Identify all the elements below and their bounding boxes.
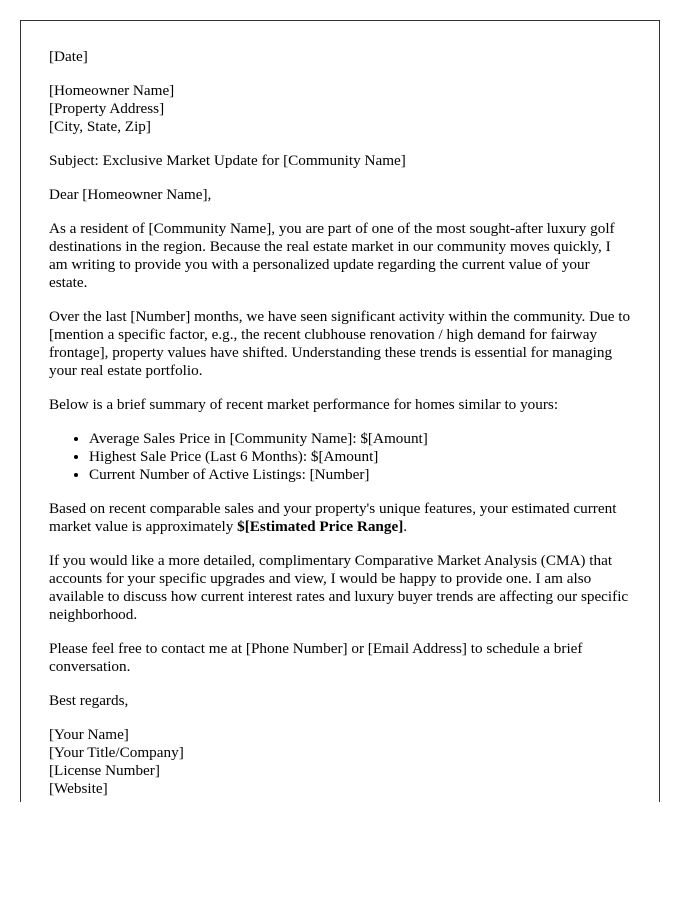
signature-name: [Your Name] [49,726,129,743]
cma-paragraph: If you would like a more detailed, complimentary Comparative Market Analysis (CMA) that accounts for your specific upgrades and view, I would be happy to provide one. I am also available to discuss how current interest rates and luxury buyer trends are affecting our specific neighborhood. [49,552,629,623]
contact-paragraph: Please feel free to contact me at [Phone Number] or [Email Address] to schedule a brief conversation. [49,640,583,675]
activity-paragraph: Over the last [Number] months, we have seen significant activity within the community. Due to [mention a specific factor, e.g., the recent clubhouse renovation / high demand for fairway frontage], property values have shifted. Understanding these trends is essential for managing your real estate portfolio. [49,308,631,379]
signature-block [49,726,631,798]
signature-website: [Website] [49,780,108,797]
subject-line: Subject: Exclusive Market Update for [Community Name] [49,152,406,169]
recipient-name: [Homeowner Name] [49,82,175,99]
greeting: Dear [Homeowner Name], [49,186,212,203]
list-item: • Current Number of Active Listings: [Number] [89,466,631,484]
valuation-paragraph [49,500,631,536]
valuation-prefix: Based on recent comparable sales and your property's unique features, your estimated current market value is approximately [49,500,617,535]
market-summary-list [49,430,631,484]
letter-date [49,48,631,66]
date-text: [Date] [49,48,88,65]
summary-intro-paragraph: Below is a brief summary of recent market performance for homes similar to yours: [49,396,559,413]
recipient-city-state-zip: [City, State, Zip] [49,118,151,135]
recipient-address: [Property Address] [49,100,165,117]
closing-line: Best regards, [49,692,129,709]
list-item: • Highest Sale Price (Last 6 Months): $[Amount] [89,448,631,466]
signature-title-company: [Your Title/Company] [49,744,184,761]
estimated-price-range: $[Estimated Price Range] [237,518,404,535]
list-item: • Average Sales Price in [Community Name]: $[Amount] [89,430,631,448]
intro-paragraph: As a resident of [Community Name], you are part of one of the most sought-after luxury golf destinations in the region. Because the real estate market in our community moves quickly, I am writing to provide you with a personalized update regarding the current value of your estate. [49,220,615,291]
letter-page [20,20,660,802]
valuation-suffix: . [403,518,408,535]
signature-license: [License Number] [49,762,160,779]
recipient-address-block [49,82,631,136]
